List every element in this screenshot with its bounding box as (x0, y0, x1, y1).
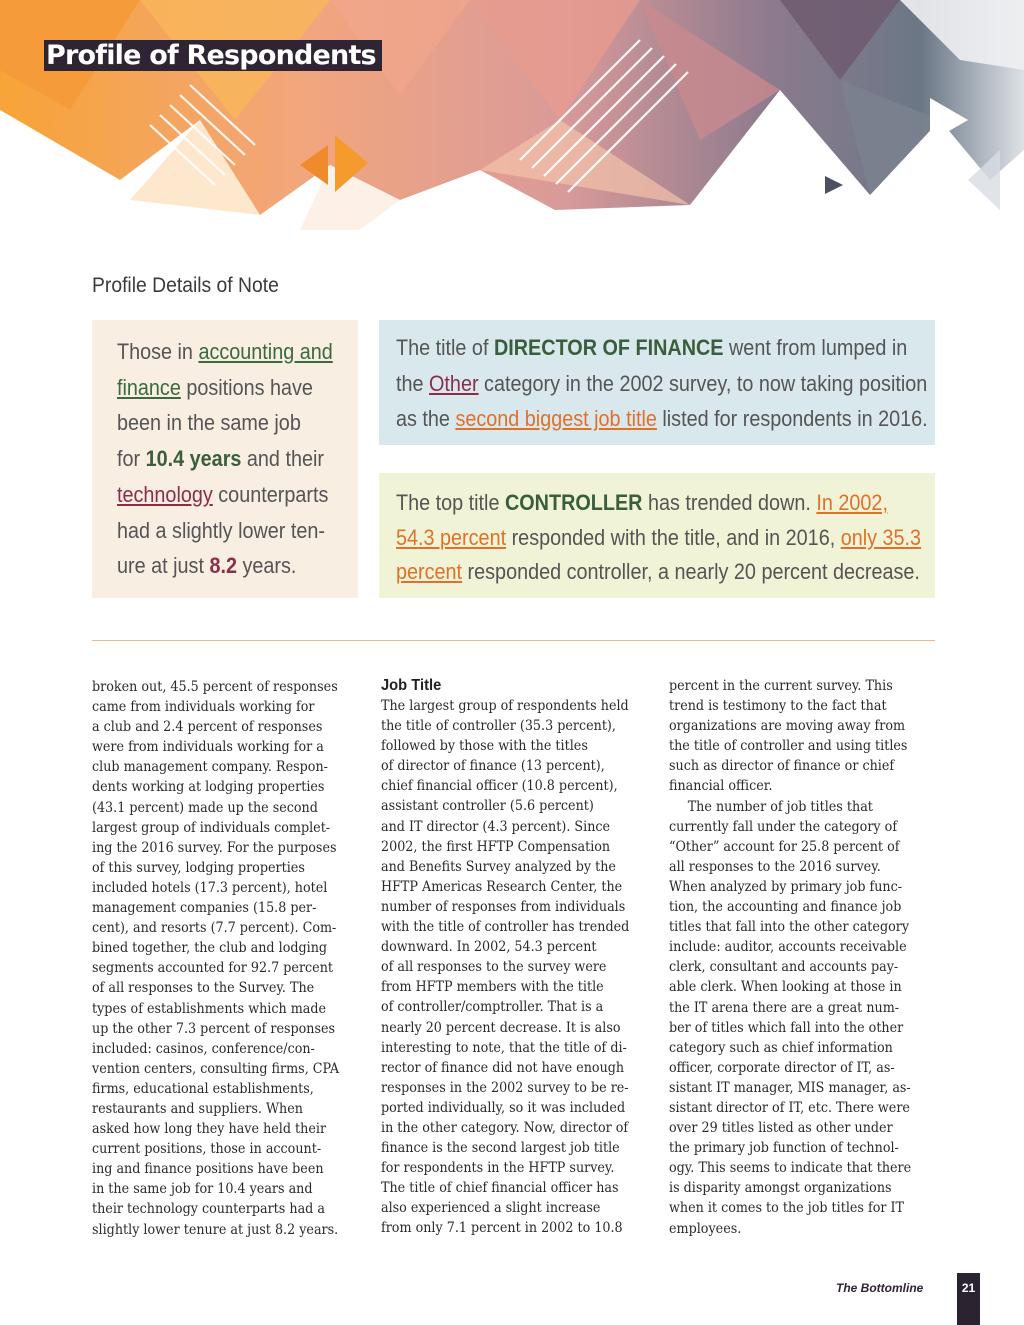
text-line: nearly 20 percent decrease. It is also (381, 1019, 621, 1036)
text-line: ported individually, so it was included (381, 1099, 626, 1116)
text-line: category such as chief information (669, 1039, 893, 1056)
tenure-years-figure: 10.4 years (145, 446, 242, 472)
controller-callout (379, 473, 935, 598)
text-line: followed by those with the titles (381, 738, 588, 755)
director-line-2: the Other category in the 2002 survey, to now taking position (396, 370, 928, 396)
text-line: current positions, those in account- (92, 1141, 322, 1158)
text-line: assistant controller (5.6 percent) (381, 798, 594, 815)
director-line-3: as the second biggest job title listed for respondents in 2016. (396, 406, 928, 431)
director-callout (379, 320, 935, 445)
text-line: and IT director (4.3 percent). Since (381, 818, 611, 835)
controller-line-2: 54.3 percent responded with the title, and in 2016, only 35.3 (396, 524, 922, 550)
technology-years-figure: 8.2 (209, 553, 237, 579)
text-line: the IT arena there are a great num- (669, 999, 900, 1016)
text-line: chief financial officer (10.8 percent), (381, 778, 618, 795)
text-line: from HFTP members with the title (381, 979, 604, 996)
text-line: The largest group of respondents held (381, 698, 629, 714)
text-line: 2002, the first HFTP Compensation (381, 838, 611, 855)
text-line: number of responses from individuals (381, 898, 626, 915)
text-line: “Other” account for 25.8 percent of (669, 838, 900, 855)
text-line: employees. (669, 1220, 742, 1237)
article-column-1 (92, 677, 362, 1240)
text-line: came from individuals working for (92, 699, 315, 716)
finance-highlight: finance (117, 374, 181, 400)
text-line: sistant IT manager, MIS manager, as- (669, 1079, 911, 1096)
tenure-line-5: technology counterparts (117, 481, 329, 507)
text-line: organizations are moving away from (669, 718, 906, 735)
text-line: restaurants and suppliers. When (92, 1100, 303, 1117)
text-line: ing the 2016 survey. For the purposes (92, 839, 337, 856)
text-line: firms, educational establishments, (92, 1080, 314, 1097)
text-line: their technology counterparts had a (92, 1201, 325, 1218)
text-line: The title of chief financial officer has (381, 1180, 619, 1197)
text-line: in the other category. Now, director of (381, 1119, 629, 1136)
other-category-highlight: Other (429, 370, 479, 396)
tenure-callout (92, 320, 358, 598)
text-line: slightly lower tenure at just 8.2 years. (92, 1221, 339, 1238)
technology-highlight: technology (117, 481, 213, 507)
text-line: included: casinos, conference/con- (92, 1040, 315, 1057)
second-biggest-highlight: second biggest job title (455, 406, 657, 431)
text-line: is disparity amongst organizations (669, 1180, 892, 1197)
text-line: titles that fall into the other category (669, 919, 910, 936)
text-line: HFTP Americas Research Center, the (381, 878, 623, 895)
text-line: the primary job function of technol- (669, 1140, 899, 1157)
publication-name: The Bottomline (836, 1281, 924, 1295)
article-column-2 (381, 676, 651, 1239)
text-line: ing and finance positions have been (92, 1161, 324, 1178)
text-line: club management company. Respon- (92, 759, 328, 776)
text-line: of controller/comptroller. That is a (381, 999, 604, 1016)
text-line: ogy. This seems to indicate that there (669, 1160, 912, 1177)
controller-line-1: The top title CONTROLLER has trended down. In 2002, (396, 490, 888, 515)
text-line: bined together, the club and lodging (92, 940, 328, 957)
text-line: ber of titles which fall into the other (669, 1019, 904, 1036)
text-line: financial officer. (669, 778, 773, 795)
text-line: broken out, 45.5 percent of responses (92, 679, 338, 695)
text-line: largest group of individuals complet- (92, 819, 331, 836)
text-line: rector of finance did not have enough (381, 1059, 625, 1076)
text-line: in the same job for 10.4 years and (92, 1181, 313, 1198)
text-line: currently fall under the category of (669, 818, 898, 835)
job-title-heading: Job Title (381, 677, 442, 694)
tenure-line-4: for 10.4 years and their (117, 446, 324, 472)
text-line: segments accounted for 92.7 percent (92, 960, 334, 977)
tenure-line-1: Those in accounting and (117, 339, 333, 364)
percent-2016-highlight: only 35.3 (840, 524, 922, 550)
text-line: percent in the current survey. This (669, 678, 893, 694)
text-line: from only 7.1 percent in 2002 to 10.8 (381, 1220, 623, 1237)
text-line: The number of job titles that (687, 798, 873, 815)
article-column-3 (669, 676, 939, 1239)
section-heading: Profile Details of Note (92, 274, 279, 297)
text-line: for respondents in the HFTP survey. (381, 1160, 615, 1177)
text-line: trend is testimony to the fact that (669, 698, 887, 715)
text-line: finance is the second largest job title (381, 1140, 620, 1157)
director-title-bold: DIRECTOR OF FINANCE (493, 335, 724, 360)
controller-title-bold: CONTROLLER (504, 490, 643, 515)
text-line: officer, corporate director of IT, as- (669, 1059, 895, 1076)
text-line: with the title of controller has trended (381, 919, 630, 936)
controller-line-3: percent responded controller, a nearly 20 percent decrease. (396, 559, 920, 584)
tenure-line-3: been in the same job (117, 410, 301, 436)
text-line: of this survey, lodging properties (92, 859, 305, 876)
page-number: 21 (957, 1273, 980, 1325)
text-line: dents working at lodging properties (92, 779, 325, 796)
text-line: of all responses to the survey were (381, 959, 607, 976)
text-line: include: auditor, accounts receivable (669, 939, 907, 956)
percent-word-highlight: percent (396, 559, 463, 584)
text-line: cent), and resorts (7.7 percent). Com- (92, 920, 337, 937)
year-2002-highlight: In 2002, (816, 490, 888, 515)
text-line: of director of finance (13 percent), (381, 758, 605, 775)
text-line: and Benefits Survey analyzed by the (381, 858, 616, 875)
section-divider (92, 640, 935, 641)
text-line: responses in the 2002 survey to be re- (381, 1079, 629, 1096)
text-line: (43.1 percent) made up the second (92, 799, 318, 816)
text-line: of all responses to the Survey. The (92, 980, 315, 997)
text-line: included hotels (17.3 percent), hotel (92, 879, 328, 896)
tenure-line-7: ure at just 8.2 years. (117, 553, 297, 579)
text-line: were from individuals working for a (92, 739, 324, 756)
text-line: types of establishments which made (92, 1000, 327, 1017)
text-line: vention centers, consulting firms, CPA (92, 1060, 340, 1077)
text-line: able clerk. When looking at those in (669, 979, 902, 996)
text-line: tion, the accounting and finance job (669, 899, 902, 916)
decorative-banner (0, 0, 1024, 230)
accounting-finance-highlight: accounting and (198, 339, 333, 364)
text-line: When analyzed by primary job func- (669, 878, 903, 895)
text-line: management companies (15.8 per- (92, 900, 317, 917)
director-line-1: The title of DIRECTOR OF FINANCE went from lumped in (396, 335, 908, 360)
text-line: a club and 2.4 percent of responses (92, 719, 323, 736)
text-line: interesting to note, that the title of di- (381, 1039, 627, 1056)
text-line: clerk, consultant and accounts pay- (669, 959, 899, 976)
text-line: when it comes to the job titles for IT (669, 1200, 905, 1217)
text-line: also experienced a slight increase (381, 1200, 601, 1217)
page-title: Profile of Respondents (44, 40, 382, 71)
text-line: such as director of finance or chief (669, 758, 895, 775)
text-line: all responses to the 2016 survey. (669, 858, 881, 875)
percent-2002-highlight: 54.3 percent (396, 524, 507, 550)
text-line: over 29 titles listed as other under (669, 1120, 893, 1137)
tenure-line-2: finance positions have (117, 374, 313, 400)
text-line: sistant director of IT, etc. There were (669, 1099, 910, 1116)
text-line: downward. In 2002, 54.3 percent (381, 939, 597, 956)
text-line: asked how long they have held their (92, 1121, 327, 1138)
text-line: the title of controller (35.3 percent), (381, 718, 616, 735)
tenure-line-6: had a slightly lower ten- (117, 517, 326, 543)
text-line: up the other 7.3 percent of responses (92, 1020, 336, 1037)
text-line: the title of controller and using titles (669, 738, 908, 755)
